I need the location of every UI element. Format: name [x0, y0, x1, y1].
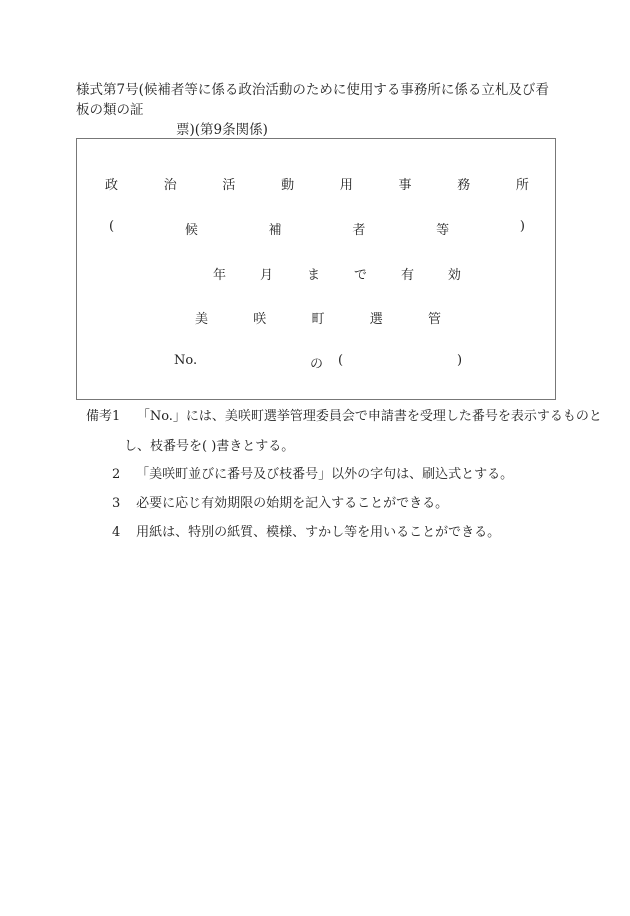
char: 所 — [515, 178, 529, 193]
char: 動 — [281, 178, 295, 193]
char: 活 — [222, 178, 236, 193]
char: で — [353, 268, 367, 283]
remark-text: 必要に応じ有効期限の始期を記入することができる。 — [136, 496, 449, 511]
remark-4 — [112, 521, 500, 540]
number-label: No. — [174, 353, 198, 368]
heading-political-office — [105, 174, 529, 193]
branch-close-paren: ) — [457, 353, 463, 368]
char: 管 — [427, 312, 441, 327]
remark-text: 用紙は、特別の紙質、模様、すかし等を用いることができる。 — [136, 525, 501, 540]
char: 事 — [398, 178, 412, 193]
char: 効 — [447, 268, 461, 283]
char: ) — [519, 219, 525, 234]
remark-3 — [112, 492, 448, 511]
char: 治 — [163, 178, 177, 193]
form-title-line1: 様式第7号(候補者等に係る政治活動のために使用する事務所に係る立札及び看板の類の証 — [76, 82, 549, 118]
remark-text: 「美咲町並びに番号及び枝番号」以外の字句は、刷込式とする。 — [136, 467, 514, 482]
char: 政 — [105, 178, 119, 193]
char: ( — [109, 219, 115, 234]
remarks-label: 備考1 — [86, 409, 121, 424]
issuer-misaki-election-board — [195, 308, 441, 327]
char: 用 — [339, 178, 353, 193]
form-title — [76, 80, 556, 140]
remark-1-line2: し、枝番号を( )書きとする。 — [124, 439, 295, 454]
remark-1-line1: 「No.」には、美咲町選挙管理委員会で申請書を受理した番号を表示するものと — [136, 409, 602, 424]
remark-2 — [112, 463, 513, 482]
candidate-label — [109, 219, 525, 238]
char: 選 — [369, 312, 383, 327]
char: 町 — [311, 312, 325, 327]
char: ま — [306, 268, 320, 283]
remark-number: 2 — [112, 467, 121, 482]
char: 月 — [259, 268, 273, 283]
branch-open-paren: ( — [338, 353, 344, 368]
char: 有 — [400, 268, 414, 283]
valid-until — [213, 264, 461, 283]
form-title-line2: 票)(第9条関係) — [176, 122, 268, 138]
char: 咲 — [253, 312, 267, 327]
remark-number: 4 — [112, 525, 121, 540]
char: 美 — [195, 312, 209, 327]
char: 補 — [268, 223, 282, 238]
of-label: の — [310, 357, 324, 372]
remark-1 — [86, 405, 602, 424]
char: 者 — [352, 223, 366, 238]
remark-number: 3 — [112, 496, 121, 511]
sign-frame — [76, 138, 556, 400]
char: 年 — [213, 268, 227, 283]
char: 務 — [457, 178, 471, 193]
char: 等 — [436, 223, 450, 238]
char: 候 — [184, 223, 198, 238]
